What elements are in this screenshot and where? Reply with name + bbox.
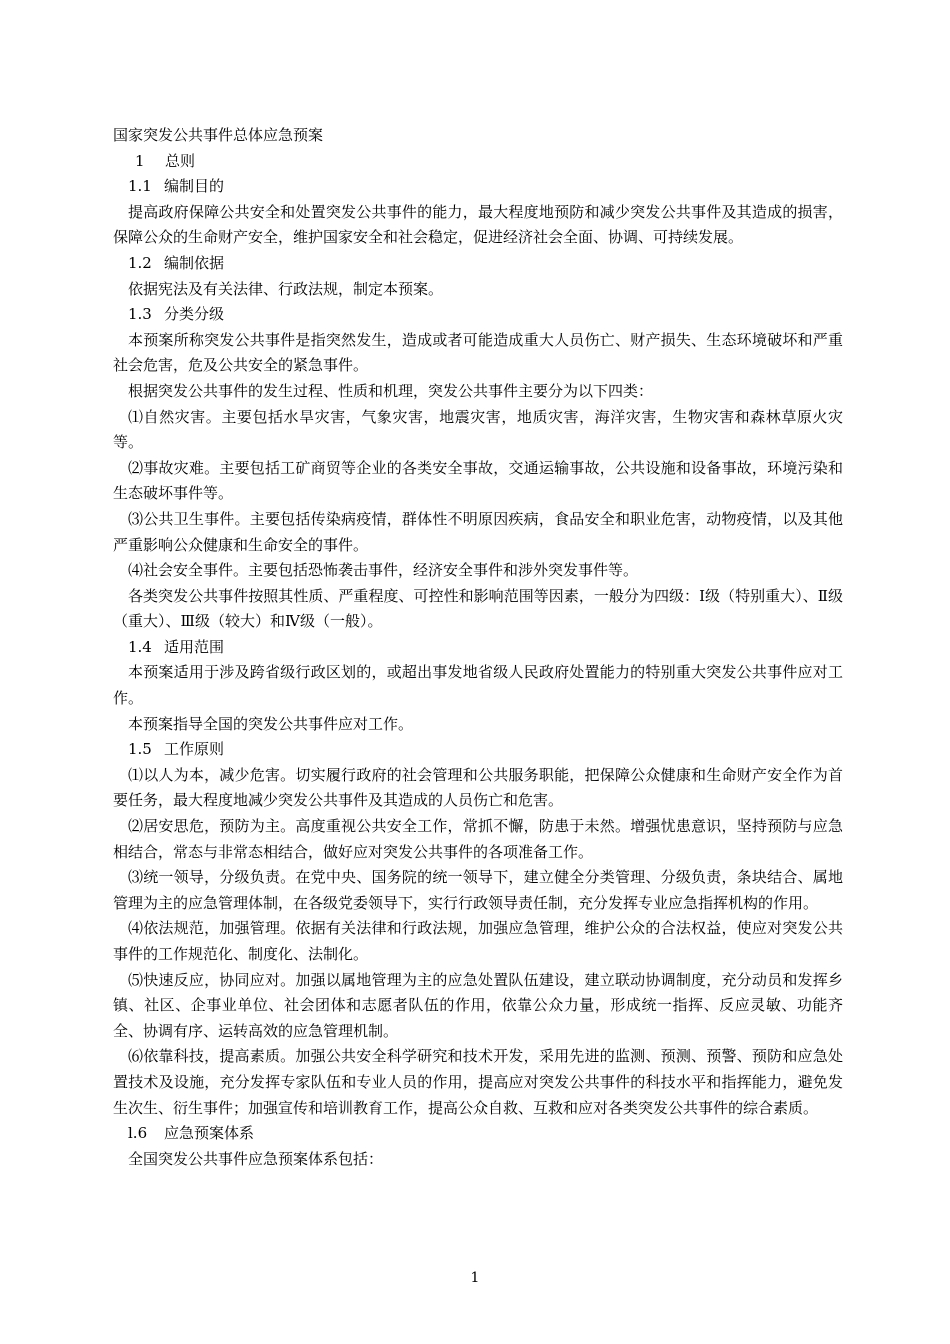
page-number: 1 bbox=[470, 1270, 480, 1286]
paragraph: 依据宪法及有关法律、行政法规，制定本预案。 bbox=[128, 279, 444, 298]
document-body bbox=[113, 123, 843, 1172]
paragraph: ⑸快速反应，协同应对。加强以属地管理为主的应急处置队伍建设，建立联动协调制度，充分动员和发挥乡镇、社区、企事业单位、社会团体和志愿者队伍的作用，依靠公众力量，形成统一指挥、反应灵敏、功能齐全、协调有序、运转高效的应急管理机制。 bbox=[113, 970, 843, 1040]
paragraph: ⑵事故灾难。主要包括工矿商贸等企业的各类安全事故，交通运输事故，公共设施和设备事故，环境污染和生态破坏事件等。 bbox=[113, 458, 843, 503]
section-number: 1 bbox=[135, 151, 145, 170]
section-heading bbox=[113, 635, 843, 661]
paragraph: ⑹依靠科技，提高素质。加强公共安全科学研究和技术开发，采用先进的监测、预测、预警、预防和应急处置技术及设施，充分发挥专家队伍和专业人员的作用，提高应对突发公共事件的科技水平和指挥能力，避免发生次生、衍生事件；加强宣传和培训教育工作，提高公众自救、互救和应对各类突发公共事件的综合素质。 bbox=[113, 1047, 843, 1117]
paragraph: ⑶公共卫生事件。主要包括传染病疫情，群体性不明原因疾病，食品安全和职业危害，动物疫情，以及其他严重影响公众健康和生命安全的事件。 bbox=[113, 509, 843, 554]
section-heading bbox=[113, 174, 843, 200]
paragraph: ⑷依法规范，加强管理。依据有关法律和行政法规，加强应急管理，维护公众的合法权益，使应对突发公共事件的工作规范化、制度化、法制化。 bbox=[113, 919, 843, 963]
section-heading-text: 总则 bbox=[165, 151, 196, 170]
section-heading bbox=[113, 149, 843, 175]
section-number: 1.4 bbox=[128, 637, 152, 656]
paragraph: 本预案所称突发公共事件是指突然发生，造成或者可能造成重大人员伤亡、财产损失、生态环境破坏和严重社会危害，危及公共安全的紧急事件。 bbox=[113, 330, 843, 375]
section-heading-text: 应急预案体系 bbox=[164, 1124, 255, 1143]
paragraph: 全国突发公共事件应急预案体系包括： bbox=[128, 1149, 384, 1168]
paragraph: ⑷社会安全事件。主要包括恐怖袭击事件，经济安全事件和涉外突发事件等。 bbox=[128, 561, 639, 580]
section-number: 1.2 bbox=[128, 253, 152, 272]
section-heading bbox=[113, 302, 843, 328]
section-heading bbox=[113, 737, 843, 763]
paragraph: 各类突发公共事件按照其性质、严重程度、可控性和影响范围等因素，一般分为四级：Ⅰ级（特别重大）、Ⅱ级（重大）、Ⅲ级（较大）和Ⅳ级（一般）。 bbox=[113, 586, 843, 631]
paragraph: 根据突发公共事件的发生过程、性质和机理，突发公共事件主要分为以下四类： bbox=[128, 381, 654, 400]
section-number: l.6 bbox=[128, 1124, 148, 1143]
paragraph: ⑴以人为本，减少危害。切实履行政府的社会管理和公共服务职能，把保障公众健康和生命财产安全作为首要任务，最大程度地减少突发公共事件及其造成的人员伤亡和危害。 bbox=[113, 765, 843, 810]
section-heading-text: 适用范围 bbox=[164, 637, 225, 656]
section-number: 1.5 bbox=[128, 740, 152, 759]
paragraph: 本预案适用于涉及跨省级行政区划的，或超出事发地省级人民政府处置能力的特别重大突发公共事件应对工作。 bbox=[113, 663, 843, 708]
section-heading-text: 分类分级 bbox=[164, 305, 225, 324]
section-number: 1.3 bbox=[128, 305, 152, 324]
paragraph: 提高政府保障公共安全和处置突发公共事件的能力，最大程度地预防和减少突发公共事件及其造成的损害，保障公众的生命财产安全，维护国家安全和社会稳定，促进经济社会全面、协调、可持续发展。 bbox=[113, 202, 843, 247]
paragraph: ⑴自然灾害。主要包括水旱灾害，气象灾害，地震灾害，地质灾害，海洋灾害，生物灾害和森林草原火灾等。 bbox=[113, 407, 843, 452]
paragraph: ⑶统一领导，分级负责。在党中央、国务院的统一领导下，建立健全分类管理、分级负责，条块结合、属地管理为主的应急管理体制，在各级党委领导下，实行行政领导责任制，充分发挥专业应急指挥机构的作用。 bbox=[113, 868, 843, 912]
section-heading-text: 编制目的 bbox=[164, 177, 225, 196]
document-title: 国家突发公共事件总体应急预案 bbox=[113, 126, 324, 144]
section-number: 1.1 bbox=[128, 177, 152, 196]
paragraph: 本预案指导全国的突发公共事件应对工作。 bbox=[128, 714, 414, 733]
section-heading bbox=[113, 1121, 843, 1147]
paragraph: ⑵居安思危，预防为主。高度重视公共安全工作，常抓不懈，防患于未然。增强忧患意识，坚持预防与应急相结合，常态与非常态相结合，做好应对突发公共事件的各项准备工作。 bbox=[113, 817, 843, 861]
section-heading-text: 工作原则 bbox=[164, 740, 225, 759]
section-heading bbox=[113, 251, 843, 277]
section-heading-text: 编制依据 bbox=[164, 253, 225, 272]
